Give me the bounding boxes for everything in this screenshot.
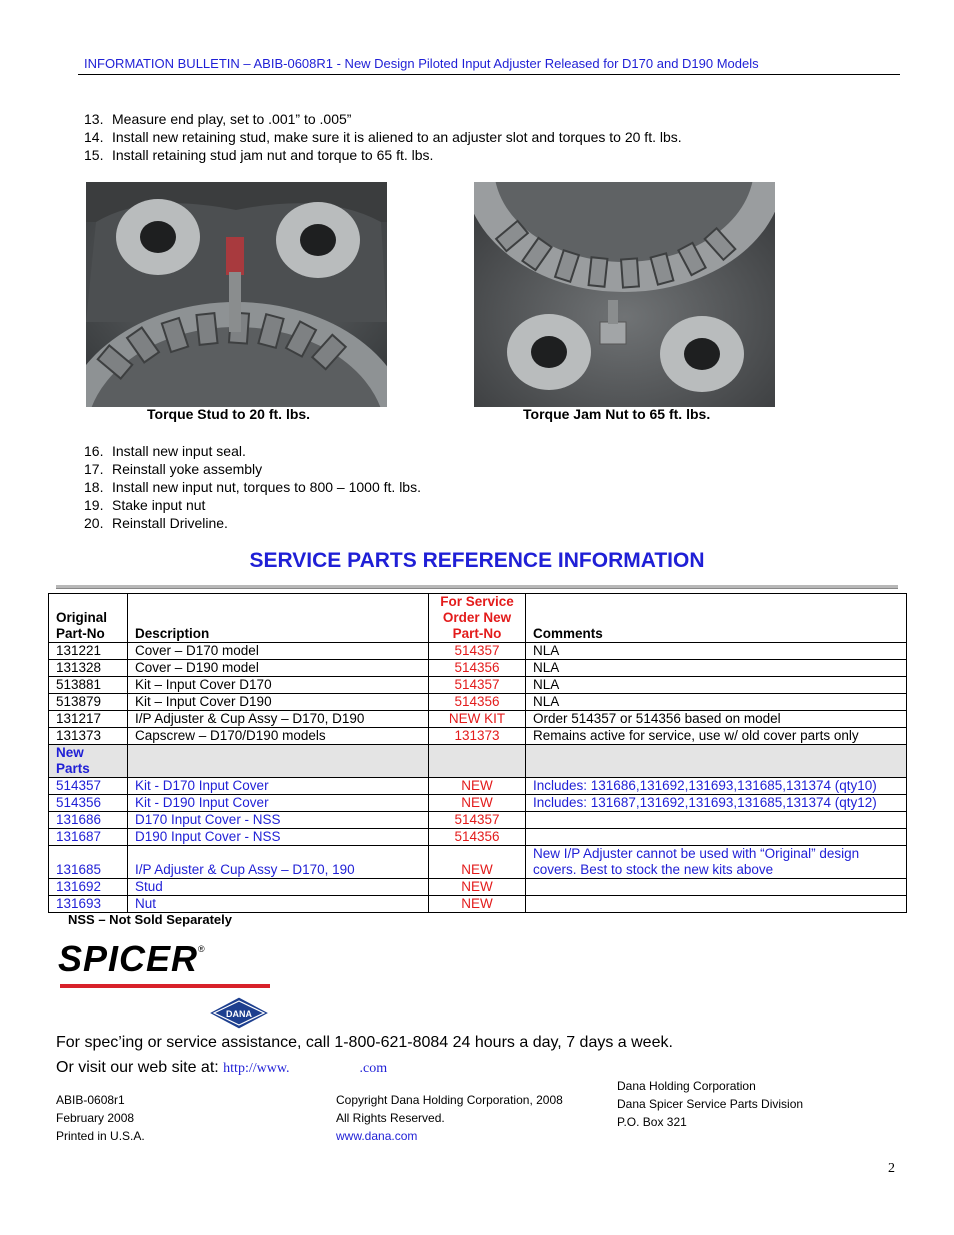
steps-list-a (84, 110, 682, 164)
table-row: 131217 I/P Adjuster & Cup Assy – D170, D190 NEW KIT Order 514357 or 514356 based on model (49, 711, 907, 728)
footer-website-link[interactable]: www.dana.com (336, 1129, 418, 1143)
section-title: SERVICE PARTS REFERENCE INFORMATION (249, 549, 705, 572)
header-service-part-no: For Service Order New Part-No (429, 594, 526, 643)
list-item: 19. Stake input nut (84, 497, 206, 513)
bulletin-header: INFORMATION BULLETIN – ABIB-0608R1 - New Design Piloted Input Adjuster Released for D170 and D190 Models (84, 56, 759, 71)
table-row: 131328 Cover – D190 model 514356 NLA (49, 660, 907, 677)
website-line: Or visit our web site at: http://www. .com (56, 1059, 388, 1076)
list-item: 14. Install new retaining stud, make sure it is aliened to an adjuster slot and torques to 20 ft. lbs. (84, 129, 682, 145)
photo-caption-right: Torque Jam Nut to 65 ft. lbs. (523, 406, 711, 422)
photo-caption-left: Torque Stud to 20 ft. lbs. (147, 406, 311, 422)
header-original-part-no: Original Part-No (49, 594, 128, 643)
header-comments: Comments (526, 594, 907, 643)
photo-torque-jam-nut (474, 182, 775, 407)
header-description: Description (128, 594, 429, 643)
table-row: 131692 Stud NEW (49, 879, 907, 896)
list-item: 16. Install new input seal. (84, 443, 246, 459)
list-item: 18. Install new input nut, torques to 800 – 1000 ft. lbs. (84, 479, 421, 495)
footer-col-2: Copyright Dana Holding Corporation, 2008 All Rights Reserved. www.dana.com (336, 1093, 563, 1143)
table-row: 131686 D170 Input Cover - NSS 514357 (49, 812, 907, 829)
svg-text:DANA: DANA (226, 1009, 252, 1019)
table-row: 131373 Capscrew – D170/D190 models 131373 Remains active for service, use w/ old cover parts only (49, 728, 907, 745)
page-number: 2 (888, 1161, 895, 1176)
table-row: 131221 Cover – D170 model 514357 NLA (49, 643, 907, 660)
table-row: 513881 Kit – Input Cover D170 514357 NLA (49, 677, 907, 694)
spicer-logo-bar (60, 984, 270, 988)
table-row: 514356 Kit - D190 Input Cover NEW Includes: 131687,131692,131693,131685,131374 (qty12) (49, 795, 907, 812)
new-parts-section-row: New Parts (49, 745, 907, 778)
dana-logo (208, 996, 270, 1035)
steps-list-b (84, 442, 421, 532)
section-rule (56, 585, 898, 589)
footer-col-1: ABIB-0608r1 February 2008 Printed in U.S.A. (56, 1093, 145, 1143)
nss-note: NSS – Not Sold Separately (68, 912, 232, 927)
list-item: 13. Measure end play, set to .001” to .005” (84, 111, 352, 127)
list-item: 15. Install retaining stud jam nut and torque to 65 ft. lbs. (84, 147, 434, 163)
contact-line: For spec’ing or service assistance, call 1-800-621-8084 24 hours a day, 7 days a week. (56, 1034, 673, 1051)
spicer-logo: SPICER® (58, 938, 206, 979)
photo-torque-stud (86, 182, 387, 407)
table-row: 513879 Kit – Input Cover D190 514356 NLA (49, 694, 907, 711)
table-row: 131693 Nut NEW (49, 896, 907, 913)
dana-logo-icon (208, 996, 270, 1030)
photo-torque-stud-image (86, 182, 387, 407)
header-rule (78, 74, 900, 75)
table-row: 131685 I/P Adjuster & Cup Assy – D170, 190 NEW New I/P Adjuster cannot be used with “Original” design covers. Best to stock the new kits above (49, 846, 907, 879)
table-row: 131687 D190 Input Cover - NSS 514356 (49, 829, 907, 846)
photo-torque-jam-nut-image (474, 182, 775, 407)
website-link[interactable]: http://www. .com (223, 1061, 388, 1076)
table-header-row (49, 594, 907, 643)
footer-col-3: Dana Holding Corporation Dana Spicer Service Parts Division P.O. Box 321 (617, 1079, 804, 1129)
list-item: 17. Reinstall yoke assembly (84, 461, 263, 477)
list-item: 20. Reinstall Driveline. (84, 515, 228, 531)
service-parts-table (48, 593, 907, 913)
table-row: 514357 Kit - D170 Input Cover NEW Includes: 131686,131692,131693,131685,131374 (qty10) (49, 778, 907, 795)
